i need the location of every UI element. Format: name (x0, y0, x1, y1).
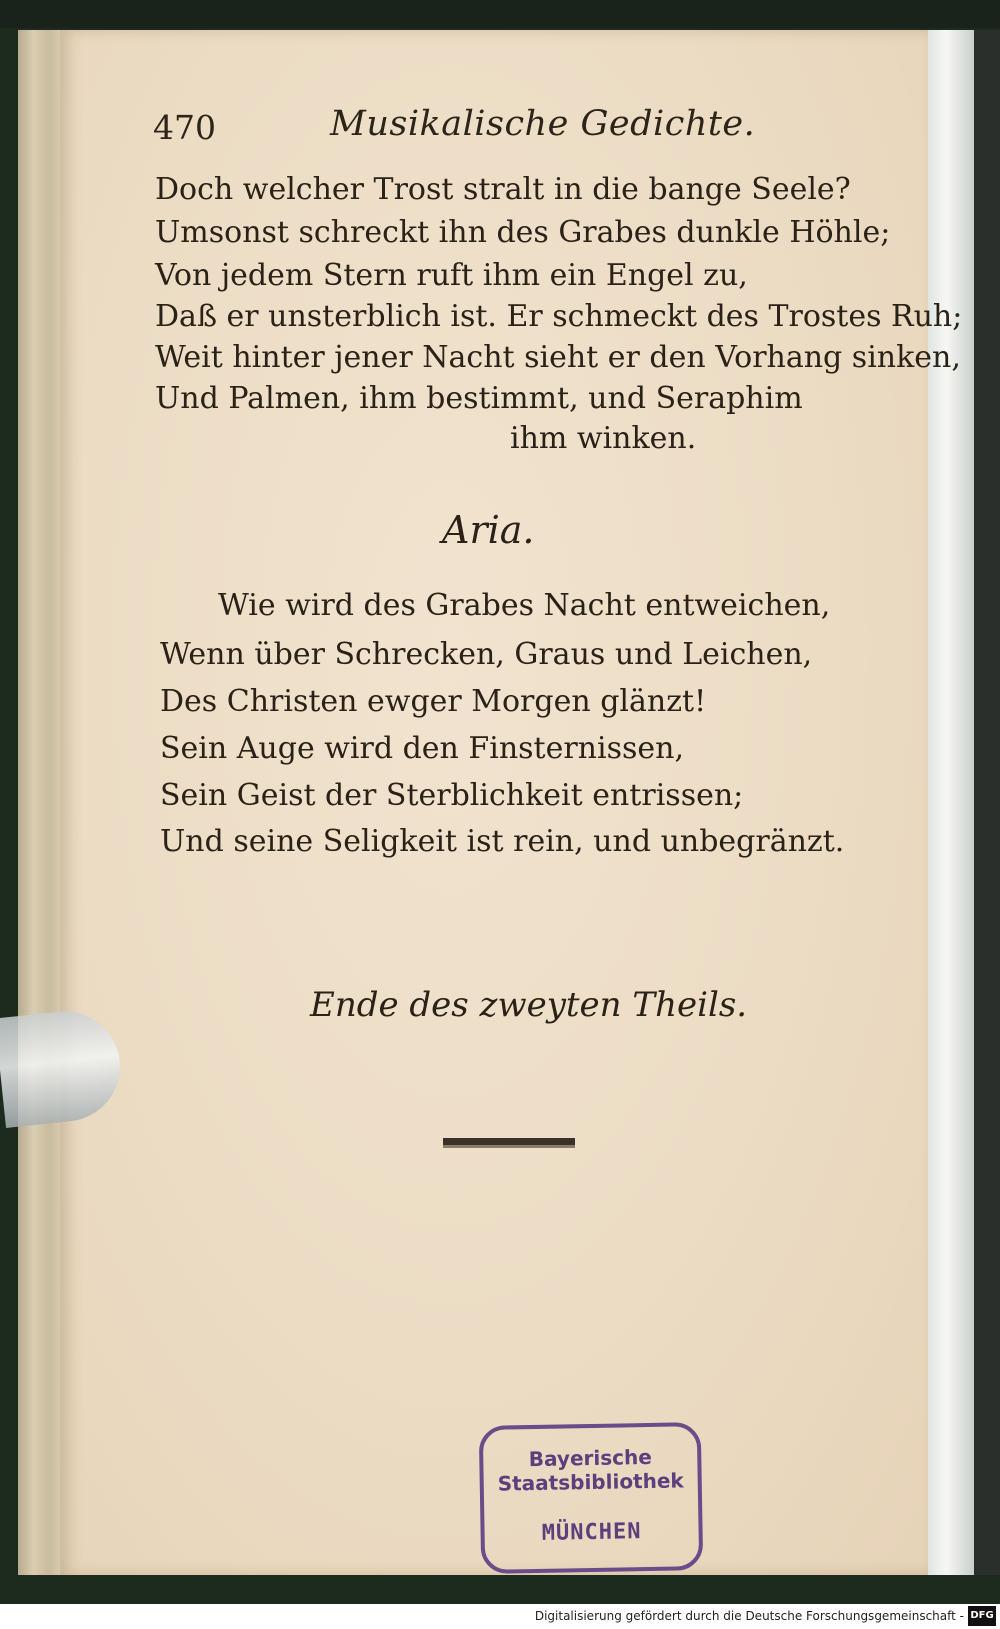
aria-line: Wenn über Schrecken, Graus und Leichen, (160, 637, 813, 672)
library-stamp (479, 1422, 704, 1574)
closing-line: Ende des zweyten Theils. (310, 985, 748, 1025)
digitization-footer: Digitalisierung gefördert durch die Deutsche Forschungsgemeinschaft - (0, 1604, 1000, 1629)
recitative-line: ihm winken. (510, 421, 697, 456)
aria-line: Sein Auge wird den Finsternissen, (160, 731, 685, 766)
recitative-line: Umsonst schreckt ihn des Grabes dunkle Höhle; (155, 215, 891, 250)
recitative-line: Doch welcher Trost stralt in die bange Seele? (155, 172, 851, 207)
aria-line: Und seine Seligkeit ist rein, und unbegränzt. (160, 824, 845, 859)
page-fore-edge (928, 30, 974, 1575)
recitative-line: Und Palmen, ihm bestimmt, und Seraphim (155, 381, 803, 416)
stamp-line-2: Staatsbibliothek (497, 1468, 684, 1496)
aria-line: Sein Geist der Sterblichkeit entrissen; (160, 778, 744, 813)
dfg-logo-icon: DFG (968, 1606, 996, 1626)
stamp-line-1: Bayerische (528, 1444, 653, 1472)
running-head: Musikalische Gedichte. (330, 104, 756, 144)
recitative-line: Weit hinter jener Nacht sieht er den Vorhang sinken, (155, 340, 961, 375)
page-number: 470 (153, 108, 216, 147)
scan-background-right (974, 30, 1000, 1575)
aria-heading: Aria. (442, 508, 535, 552)
recitative-line: Von jedem Stern ruft ihm ein Engel zu, (155, 258, 748, 293)
aria-line: Wie wird des Grabes Nacht entweichen, (218, 588, 831, 623)
stamp-city: MÜNCHEN (541, 1519, 642, 1546)
aria-line: Des Christen ewger Morgen glänzt! (160, 684, 707, 719)
recitative-line: Daß er unsterblich ist. Er schmeckt des Trostes Ruh; (155, 299, 963, 334)
scan-background-top (0, 0, 1000, 28)
ornamental-rule (443, 1138, 575, 1145)
